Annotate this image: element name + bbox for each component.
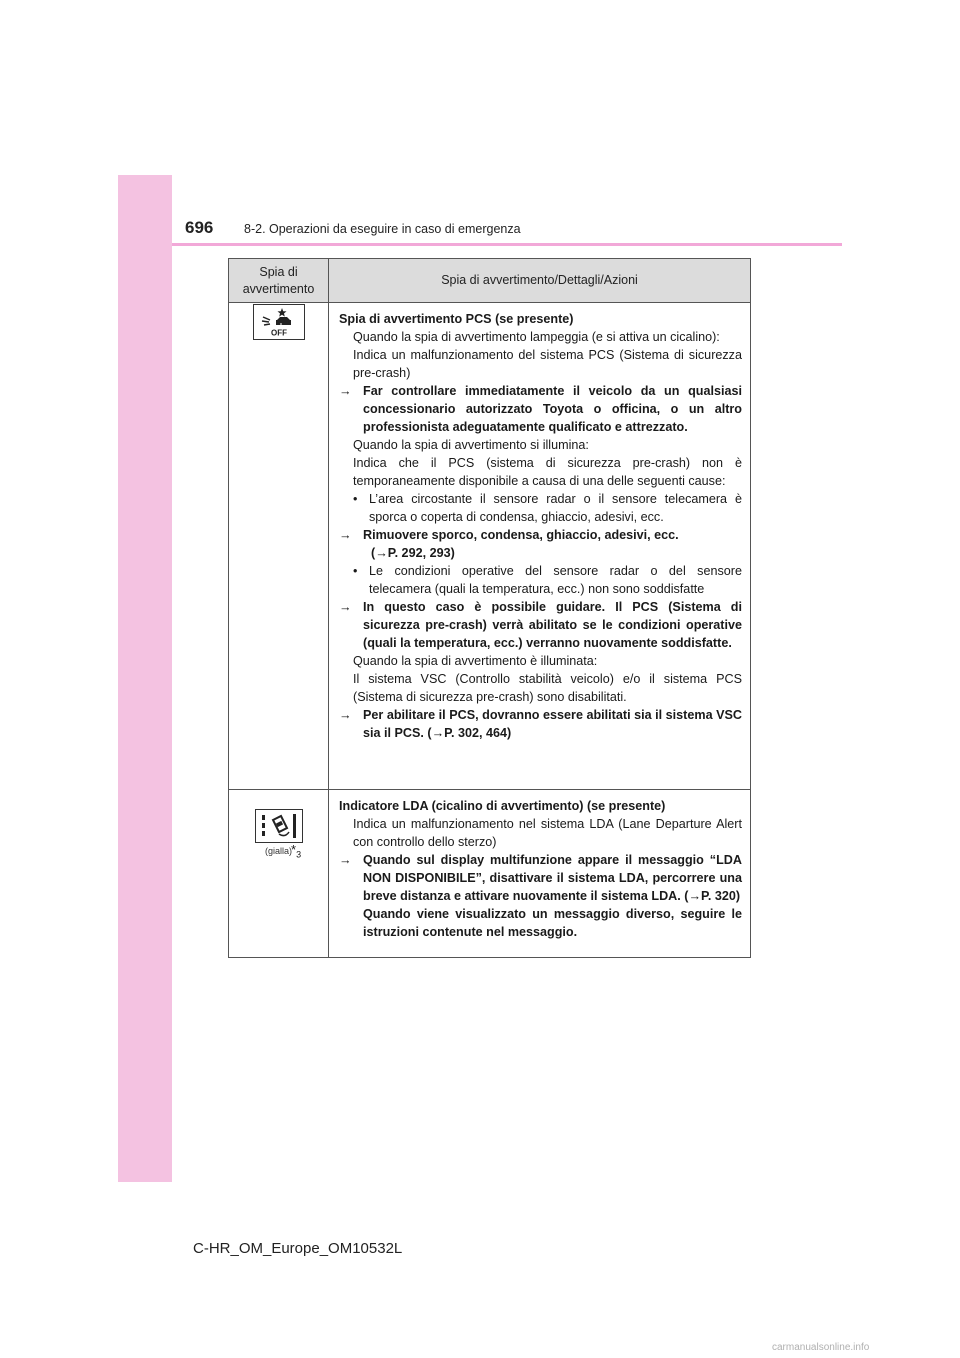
footnote-marker: $*_3$ bbox=[291, 842, 302, 860]
warning-light-table bbox=[228, 258, 751, 958]
action-item: → Quando sul display multifunzione appare il messaggio “LDA NON DISPONIBILE”, disattivare il sistema LDA, percorrere una breve distanza e attivare nuovamente il sistema LDA. (→P. 320) Quando viene visualizzato un messaggio diverso, seguire le istruzioni contenute nel messaggio. bbox=[339, 853, 742, 939]
header-rule bbox=[172, 243, 842, 246]
action-item: → Per abilitare il PCS, dovranno essere abilitati sia il sistema VSC sia il PCS. (→P. 302, 464) bbox=[339, 708, 742, 740]
action-item: → In questo caso è possibile guidare. Il PCS (Sistema di sicurezza pre-crash) verrà abilitato se le condizioni operative (quali la temperatura, ecc.) verranno nuovamente soddisfatte. bbox=[339, 600, 742, 650]
bullet-item: • L’area circostante il sensore radar o il sensore telecamera è sporca o coperta di condensa, ghiaccio, adesivi, ecc. bbox=[353, 492, 742, 524]
row-title: Indicatore LDA (cicalino di avvertimento) (se presente) bbox=[339, 799, 666, 813]
document-code: C-HR_OM_Europe_OM10532L bbox=[193, 1240, 403, 1257]
paragraph: Indica un malfunzionamento nel sistema LDA (Lane Departure Alert con controllo dello sterzo) bbox=[353, 817, 742, 849]
paragraph: Indica un malfunzionamento del sistema PCS (Sistema di sicurezza pre-crash) bbox=[353, 348, 742, 380]
bullet-item: • Le condizioni operative del sensore radar o del sensore telecamera (quali la temperatura, ecc.) non sono soddisfatte bbox=[353, 564, 742, 596]
table-row bbox=[229, 790, 751, 958]
paragraph: Quando la spia di avvertimento si illumina: bbox=[353, 438, 589, 452]
action-item: → Rimuovere sporco, condensa, ghiaccio, adesivi, ecc. (→P. 292, 293) bbox=[339, 528, 679, 560]
table-header-row bbox=[229, 259, 751, 303]
icon-off-label: OFF bbox=[270, 328, 287, 337]
lda-warning-icon bbox=[255, 809, 303, 843]
table-row bbox=[229, 303, 751, 790]
watermark: carmanualsonline.info bbox=[772, 1342, 870, 1353]
arrow-icon: → bbox=[339, 384, 352, 398]
paragraph: Quando la spia di avvertimento lampeggia (e si attiva un cicalino): bbox=[353, 330, 720, 344]
icon-cell-lda bbox=[229, 790, 329, 958]
row-title: Spia di avvertimento PCS (se presente) bbox=[339, 312, 574, 326]
side-color-band bbox=[118, 175, 172, 1182]
arrow-icon: → bbox=[339, 528, 352, 542]
arrow-icon: → bbox=[339, 853, 352, 867]
paragraph: Indica che il PCS (sistema di sicurezza pre-crash) non è temporaneamente disponibile a causa di una delle seguenti cause: bbox=[353, 456, 742, 488]
paragraph: Il sistema VSC (Controllo stabilità veicolo) e/o il sistema PCS (Sistema di sicurezza pre-crash) sono disabilitati. bbox=[353, 672, 742, 704]
bullet-icon: • bbox=[353, 564, 358, 578]
icon-caption: (gialla) bbox=[264, 846, 292, 856]
arrow-icon: → bbox=[339, 600, 352, 614]
col-header-warning-light: Spia di avvertimento bbox=[229, 259, 329, 303]
bullet-icon: • bbox=[353, 492, 358, 506]
section-title: 8-2. Operazioni da eseguire in caso di emergenza bbox=[244, 222, 521, 236]
details-cell-lda bbox=[329, 790, 751, 958]
paragraph: Quando la spia di avvertimento è illuminata: bbox=[353, 654, 598, 668]
arrow-icon: → bbox=[339, 708, 352, 722]
action-item: → Far controllare immediatamente il veicolo da un qualsiasi concessionario autorizzato Toyota o officina, o un altro professionista adeguatamente qualificato e attrezzato. bbox=[339, 384, 742, 434]
details-cell-pcs bbox=[329, 303, 751, 790]
page-reference: (→P. 292, 293) bbox=[371, 546, 455, 560]
page-number: 696 bbox=[185, 218, 214, 237]
pcs-off-warning-icon bbox=[253, 304, 305, 340]
icon-cell-pcs bbox=[229, 303, 329, 790]
col-header-details: Spia di avvertimento/Dettagli/Azioni bbox=[329, 259, 751, 303]
